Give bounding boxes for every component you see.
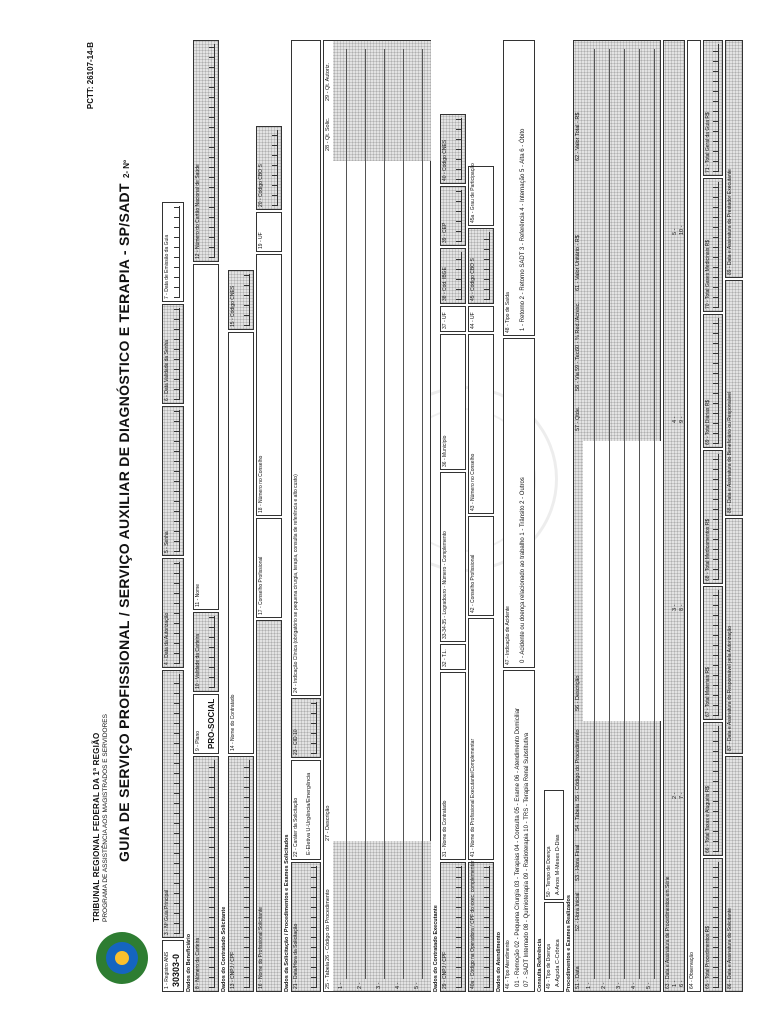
solicitado-row-line[interactable] — [422, 49, 423, 979]
serie-item[interactable]: 4 - — [672, 416, 678, 423]
realizado-row-number: 4 - — [631, 982, 637, 989]
row-executante — [440, 40, 466, 992]
row-atendimento — [503, 40, 535, 992]
solicitado-row-number: 2 - — [357, 982, 363, 989]
indicacao-acidente-field[interactable]: 47 - Indicação de Acidente 0 - Acidente ou doença relacionado ao trabalho 1 - Trânsito 2 - Outros — [503, 338, 535, 668]
realizado-row-line[interactable] — [624, 49, 625, 979]
section-consulta: Consulta Referência — [537, 938, 543, 992]
cbo-executante-field[interactable]: 45 - Código CBO S — [468, 228, 494, 304]
guide-number-label: 2- Nº — [122, 160, 131, 179]
tipo-saida-field[interactable]: 48 - Tipo de Saída 1 - Retorno 2 - Retorno SADT 3 - Referência 4 - Internação 5 - Alta 6 - Óbito — [503, 40, 535, 336]
realizado-row-line[interactable] — [654, 49, 655, 979]
cnes-solicitante-field[interactable]: 15 - Código CNES — [228, 270, 254, 330]
assinatura-beneficiario-field[interactable]: 88 - Data e Assinatura do Beneficiário ou Responsável — [725, 280, 743, 516]
assinatura-responsavel-field[interactable]: 87 - Data e Assinatura do Responsável pela Autorização — [725, 518, 743, 754]
solicitado-row-line[interactable] — [384, 49, 385, 979]
serie-item[interactable]: 5 - — [672, 228, 678, 235]
conselho-solicitante-field[interactable]: 17 - Conselho Profissional — [256, 518, 282, 618]
operadora-field[interactable]: 40a - Código na Operadora / CPF do exec. complementar — [468, 862, 494, 992]
section-atendimento: Dados do Atendimento — [496, 932, 502, 992]
profissional-executante-field[interactable]: 41 - Nome do Profissional Executante/Complementar — [468, 618, 494, 860]
row-assinaturas — [725, 40, 743, 992]
form-title: GUIA DE SERVIÇO PROFISSIONAL / SERVIÇO AUXILIAR DE DIAGNÓSTICO E TERAPIA - SP/SADT — [116, 183, 132, 862]
guia-principal-field[interactable]: 3 - Nº Guia Principal — [162, 670, 184, 938]
serie-item[interactable]: 3 - — [672, 604, 678, 611]
program-name: PROGRAMA DE ASSISTÊNCIA AOS MAGISTRADOS E SERVIDORES — [102, 714, 109, 922]
nome-executante-field[interactable]: 31 - Nome do Contratado — [440, 672, 466, 860]
total-medicamentos-field[interactable]: 68 - Total Medicamentos R$ — [703, 450, 723, 584]
solicitado-row-number: 1 - — [338, 982, 344, 989]
serie-item[interactable]: 10 - — [679, 225, 685, 235]
total-diarias-field[interactable]: 69 - Total Diárias R$ — [703, 314, 723, 448]
form-code: PCTT: 26107-14-B — [86, 42, 95, 110]
grau-participacao-field[interactable]: 45a - Grau de Participação — [468, 166, 494, 226]
solicitado-row-number: 5 - — [414, 982, 420, 989]
serie-item[interactable]: 7 - — [679, 792, 685, 799]
cnpj-executante-field[interactable]: 29 - CNPJ / CPF — [440, 862, 466, 992]
realizado-row-number: 3 - — [616, 982, 622, 989]
data-solicitacao-field[interactable]: 21 - Data/Hora da Solicitação — [291, 862, 321, 992]
realizado-row-number: 5 - — [646, 982, 652, 989]
total-taxas-field[interactable]: 66 - Total Taxas e Aluguéis R$ — [703, 722, 723, 856]
tipo-doenca-field[interactable]: 49 - Tipo de Doença A-Aguda C-Crônica — [544, 902, 564, 992]
logradouro-field[interactable]: 33-34-35 - Logradouro - Número - Complemento — [440, 472, 466, 642]
section-executante: Dados do Contratado Executante — [433, 905, 439, 992]
solicitado-row-line[interactable] — [403, 49, 404, 979]
validade-senha-field[interactable]: 6 - Data Validade da Senha — [162, 304, 184, 404]
realizado-row-number: 2 - — [601, 982, 607, 989]
serie-item[interactable]: 2 - — [672, 792, 678, 799]
section-contratado-solicitante: Dados do Contratado Solicitante — [221, 906, 227, 992]
procedimentos-realizados-table: 51 - Data 52 - Hora Inicial 53 - Hora Final 54 - Tabela 55 - Código do Procedimento 56 - Descrição 57 - Qtde. 58 - Via 59 - Tec. 60 - % Red./Acresc. 61 - Valor Unitário - R$ 62 - Valor Total - R$ 1 - 2 - 3 - 4 - 5 - — [573, 40, 661, 992]
carteira-field[interactable]: 8 - Número da Carteira — [193, 756, 219, 992]
assinatura-solicitante-field[interactable]: 86 - Data e Assinatura do Solicitante — [725, 756, 743, 992]
row-beneficiario — [193, 40, 219, 992]
tipo-atendimento-field[interactable]: 46 - Tipo Atendimento 01 - Remoção 02 - Pequena Cirurgia 03 - Terapias 04 - Consulta 05 - Exame 06 - Atendimento Domiciliar 07 - SADT Internado 08 - Quimioterapia 09 - Radioterapia 10 - TRS - Terapia Renal Substitutiva — [503, 670, 535, 992]
procedimentos-solicitados-table: 25 - Tabela 26 - Código do Procedimento 27 - Descrição 28 - Qt. Solic. 29 - Qt. Autoriz. 1 - 2 - 3 - 4 - 5 - — [323, 40, 431, 992]
form-header — [82, 40, 158, 992]
tl-field[interactable]: 32 - T.L. — [440, 644, 466, 670]
solicitados-qty-column — [333, 41, 431, 161]
row-consulta — [544, 40, 564, 992]
total-procedimentos-field[interactable]: 65 - Total Procedimentos R$ — [703, 858, 723, 992]
data-autorizacao-field[interactable]: 4 - Data da Autorização — [162, 558, 184, 668]
senha-field[interactable]: 5 - Senha — [162, 406, 184, 556]
row-contratado — [228, 40, 254, 992]
solicitado-row-line[interactable] — [346, 49, 347, 979]
total-geral-field[interactable]: 71 - Total Geral da Guia R$ — [703, 40, 723, 176]
institution-name: TRIBUNAL REGIONAL FEDERAL DA 1ª REGIÃO — [92, 732, 101, 922]
realizado-row-number: 1 - — [586, 982, 592, 989]
form — [82, 40, 733, 992]
plano-field[interactable]: 9 - Plano PRO-SOCIAL — [193, 694, 219, 754]
row-totais — [703, 40, 723, 992]
observacao-field[interactable]: 64 - Observação — [687, 40, 701, 992]
section-beneficiario: Dados do Beneficiário — [186, 933, 192, 992]
cnes-executante-field[interactable]: 40 - Código CNES — [440, 114, 466, 184]
assinatura-prestador-field[interactable]: 89 - Data e Assinatura do Prestador Executante — [725, 40, 743, 278]
pro-social-logo — [92, 928, 152, 988]
municipio-field[interactable]: 36 - Município — [440, 334, 466, 470]
serie-item[interactable]: 8 - — [679, 604, 685, 611]
serie-item[interactable]: 9 - — [679, 416, 685, 423]
section-realizados: Procedimentos e Exames Realizados — [566, 895, 572, 992]
registro-ans-value: 30303-0 — [171, 953, 181, 987]
realizado-row-line[interactable] — [639, 49, 640, 979]
ibge-field[interactable]: 38 - Cód. IBGE — [440, 248, 466, 304]
solicitado-row-line[interactable] — [365, 49, 366, 979]
numero-conselho-executante-field[interactable]: 43 - Número no Conselho — [468, 334, 494, 514]
cid-field[interactable]: 23 - CID 10 — [291, 698, 321, 758]
conselho-executante-field[interactable]: 42 - Conselho Profissional — [468, 516, 494, 616]
serie-item[interactable]: 1 - — [672, 980, 678, 987]
indicacao-clinica-field[interactable]: 24 - Indicação Clínica (obrigatório se pequena cirurgia, terapia, consulta de referência e alto custo) — [291, 40, 321, 696]
uf-solicitante-field[interactable]: 19 - UF — [256, 212, 282, 252]
plano-value: PRO-SOCIAL — [207, 698, 216, 749]
data-emissao-field[interactable]: 7 - Data de Emissão da Guia — [162, 202, 184, 302]
cbo-solicitante-field[interactable]: 20 - Código CBO S — [256, 126, 282, 210]
solicitados-code-column — [333, 841, 431, 991]
cnpj-solicitante-field[interactable]: 13 - CNPJ / CPF — [228, 756, 254, 992]
section-solicitacao: Dados da Solicitação / Procedimentos e Exames Solicitados — [284, 834, 290, 992]
row-solicitacao — [291, 40, 321, 992]
realizado-row-line[interactable] — [594, 49, 595, 979]
uf-executante-field[interactable]: 37 - UF — [440, 306, 466, 332]
row-profissional-solicitante — [256, 40, 282, 992]
procedimentos-serie-field[interactable]: 63 - Data e Assinatura de Procedimentos em Série 1 - 2 - 3 - 4 - 5 - 6 - 7 - 8 - 9 - 10 - — [663, 40, 685, 992]
row-guide-data — [162, 40, 184, 992]
cep-field[interactable]: 39 - CEP — [440, 186, 466, 246]
uf2-executante-field[interactable]: 44 - UF — [468, 306, 494, 332]
numero-conselho-solicitante-field[interactable]: 18 - Número no Conselho — [256, 254, 282, 516]
realizado-row-line[interactable] — [609, 49, 610, 979]
carater-solicitacao-field[interactable]: 22 - Caráter da Solicitação E-Eletiva U-Urgência/Emergência — [291, 760, 321, 860]
nome-contratado-field[interactable]: 14 - Nome do Contratado — [228, 332, 254, 754]
nome-beneficiario-field[interactable]: 11 - Nome — [193, 264, 219, 610]
tempo-doenca-field[interactable]: 50 - Tempo de Doença A-Anos M-Meses D-Dias — [544, 790, 564, 900]
total-materiais-field[interactable]: 67 - Total Materiais R$ — [703, 586, 723, 720]
cns-field[interactable]: 12 - Número do Cartão Nacional de Saúde — [193, 40, 219, 262]
total-gases-field[interactable]: 70 - Total Gases Medicinais R$ — [703, 178, 723, 312]
registro-ans-field[interactable]: 1 - Registro ANS 30303-0 — [162, 940, 184, 992]
validade-carteira-field[interactable]: 10 - Validade da Carteira — [193, 612, 219, 692]
row-profissional-executante — [468, 40, 494, 992]
serie-item[interactable]: 6 - — [679, 980, 685, 987]
profissional-solicitante-field[interactable]: 16 - Nome do Profissional Solicitante — [256, 620, 282, 992]
solicitado-row-number: 4 - — [395, 982, 401, 989]
solicitado-row-number: 3 - — [376, 982, 382, 989]
